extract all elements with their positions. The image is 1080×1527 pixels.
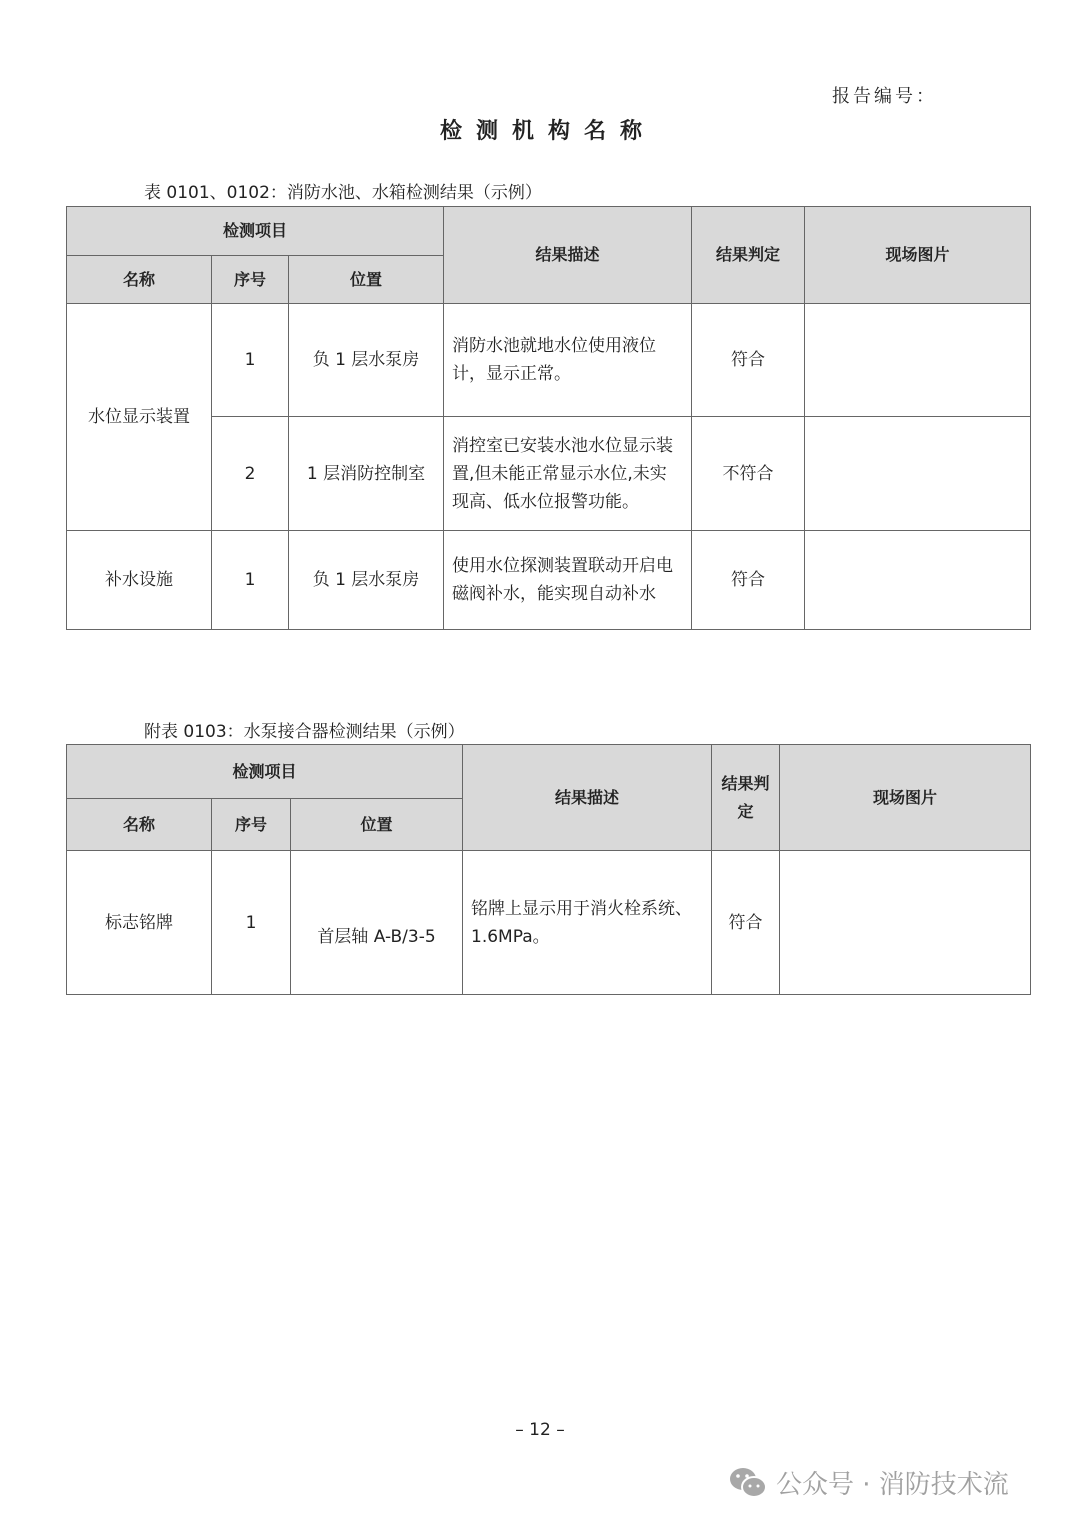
cell-photo xyxy=(780,851,1031,995)
cell-verdict: 不符合 xyxy=(692,417,805,531)
header-name: 名称 xyxy=(67,799,212,851)
header-result-desc: 结果描述 xyxy=(444,207,692,304)
watermark xyxy=(728,1464,1009,1501)
cell-photo xyxy=(805,304,1031,417)
page-number: – 12 – xyxy=(515,1420,565,1440)
cell-desc: 消防水池就地水位使用液位计，显示正常。 xyxy=(444,304,692,417)
cell-seq: 2 xyxy=(212,417,289,531)
cell-name: 标志铭牌 xyxy=(67,851,212,995)
cell-photo xyxy=(805,531,1031,630)
header-inspection-item: 检测项目 xyxy=(67,207,444,256)
header-photo: 现场图片 xyxy=(780,745,1031,851)
cell-verdict: 符合 xyxy=(712,851,780,995)
table-row xyxy=(67,304,1031,417)
pool-tank-results-table xyxy=(66,206,1031,630)
header-seq: 序号 xyxy=(212,799,291,851)
header-photo: 现场图片 xyxy=(805,207,1031,304)
report-number-label: 报告编号： xyxy=(832,86,937,107)
cell-seq: 1 xyxy=(212,531,289,630)
cell-location: 首层轴 A-B/3-5 xyxy=(291,851,463,995)
page-title: 检测机构名称 xyxy=(439,119,656,144)
table1-caption: 表 0101、0102：消防水池、水箱检测结果（示例） xyxy=(144,183,542,203)
header-inspection-item: 检测项目 xyxy=(67,745,463,799)
table2-caption: 附表 0103：水泵接合器检测结果（示例） xyxy=(144,722,465,742)
cell-photo xyxy=(805,417,1031,531)
table-row xyxy=(67,417,1031,531)
cell-desc: 消控室已安装水池水位显示装置,但未能正常显示水位,未实现高、低水位报警功能。 xyxy=(444,417,692,531)
cell-name: 补水设施 xyxy=(67,531,212,630)
header-location: 位置 xyxy=(291,799,463,851)
header-seq: 序号 xyxy=(212,256,289,304)
cell-seq: 1 xyxy=(212,851,291,995)
cell-desc: 使用水位探测装置联动开启电磁阀补水，能实现自动补水 xyxy=(444,531,692,630)
header-location: 位置 xyxy=(289,256,444,304)
cell-desc: 铭牌上显示用于消火栓系统、1.6MPa。 xyxy=(463,851,712,995)
header-verdict: 结果判定 xyxy=(712,745,780,851)
cell-location: 1 层消防控制室 xyxy=(289,417,444,531)
header-result-desc: 结果描述 xyxy=(463,745,712,851)
table-row xyxy=(67,851,1031,995)
header-verdict: 结果判定 xyxy=(692,207,805,304)
cell-seq: 1 xyxy=(212,304,289,417)
cell-verdict: 符合 xyxy=(692,304,805,417)
cell-location: 负 1 层水泵房 xyxy=(289,531,444,630)
header-name: 名称 xyxy=(67,256,212,304)
cell-verdict: 符合 xyxy=(692,531,805,630)
table-row xyxy=(67,531,1031,630)
cell-name: 水位显示装置 xyxy=(67,304,212,531)
wechat-icon xyxy=(728,1466,768,1500)
pump-adapter-results-table xyxy=(66,744,1031,995)
cell-location: 负 1 层水泵房 xyxy=(289,304,444,417)
watermark-text: 公众号 · 消防技术流 xyxy=(776,1470,1009,1500)
